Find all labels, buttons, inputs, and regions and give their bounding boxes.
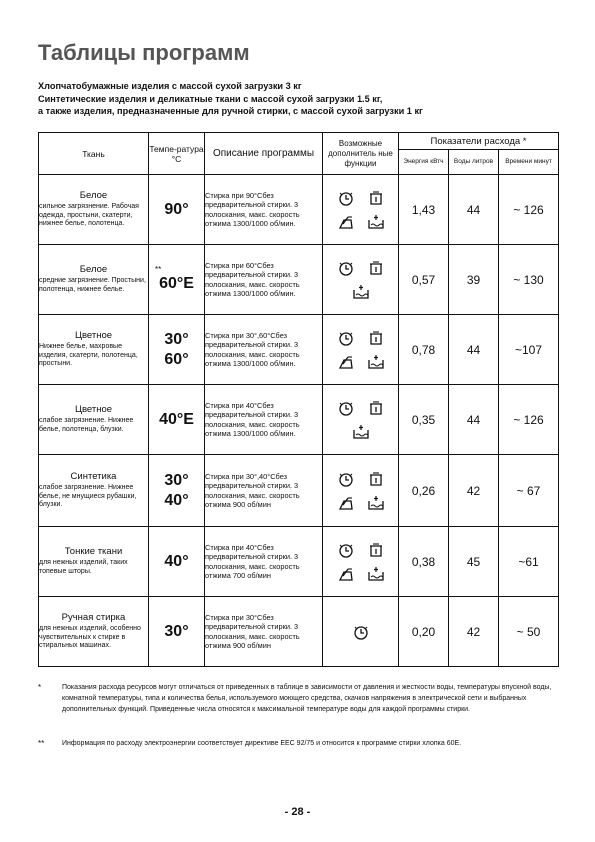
time-value: ~ 67 [499,455,559,527]
fabric-name: Цветное [74,330,113,342]
water-value: 44 [449,175,499,245]
fabric-cell [39,315,149,385]
extra-rinse-icon [367,214,385,230]
temperature-cell [149,315,205,385]
temperature-cell [149,175,205,245]
fabric-name: Цветное [74,404,113,416]
time-value: ~61 [499,527,559,597]
program-description: Стирка при 40°Сбез предварительной стирки. 3 полоскания, макс. скорость отжима 700 об/мин [205,527,323,597]
extra-rinse-icon [352,424,370,440]
temperature-value: 60° [164,350,189,368]
fabric-cell [39,597,149,667]
program-description: Стирка при 30°Сбез предварительной стирки. 3 полоскания, макс. скорость отжима 900 об/мин [205,597,323,667]
temperature-value: 30° [164,330,189,348]
program-row [39,455,559,527]
energy-value: 0,35 [399,385,449,455]
fabric-name: Белое [79,264,108,276]
program-row [39,385,559,455]
extra-functions-cell [323,315,399,385]
program-description: Стирка при 40°Сбез предварительной стирки. 3 полоскания, макс. скорость отжима 1300/1000 об/мин. [205,385,323,455]
prewash-clock-icon [337,400,355,416]
extra-functions-cell [323,455,399,527]
time-value: ~ 130 [499,245,559,315]
program-row [39,245,559,315]
fabric-name: Синтетика [70,471,117,483]
subtitle-line: а также изделия, предназначенные для ручной стирки, с массой сухой загрузки 1 кг [38,106,423,116]
footnote-2 [38,738,558,749]
footnote-text: Показания расхода ресурсов могут отличаться от приведенных в таблице в зависимости от давления и жесткости воды, температуры впускной воды, комнатной температуры, типа и количества белья, используемого моющего средства, скачков напряжения в электрической сети и выбранных дополнительных функций. Приведенные числа относятся к максимальной температуре воды для каждой программы стирки. [62,684,552,713]
easy-iron-icon [337,495,355,511]
prewash-clock-icon [337,471,355,487]
program-description: Стирка при 90°Сбез предварительной стирки. 3 полоскания, макс. скорость отжима 1300/1000 об/мин. [205,175,323,245]
energy-value: 0,20 [399,597,449,667]
water-value: 42 [449,597,499,667]
easy-iron-icon [337,566,355,582]
energy-value: 0,57 [399,245,449,315]
water-value: 39 [449,245,499,315]
program-row [39,597,559,667]
rinse-hold-icon [367,471,385,487]
subtitle-line: Синтетические изделия и деликатные ткани с массой сухой загрузки 1.5 кг, [38,93,383,104]
prewash-clock-icon [337,542,355,558]
header-temp: Темпе-ратура °С [149,133,205,175]
fabric-cell [39,527,149,597]
prewash-clock-icon [337,260,355,276]
footnote-star: ** [155,264,162,274]
program-row [39,315,559,385]
program-description: Стирка при 30°,40°Сбез предварительной стирки. 3 полоскания, макс. скорость отжима 900 об/мин [205,455,323,527]
program-row [39,175,559,245]
header-water: Воды литров [449,150,499,175]
load-subtitle [38,80,423,118]
header-fabric: Ткань [39,133,149,175]
water-value: 44 [449,315,499,385]
footnote-mark: ** [38,739,45,748]
footnote-1 [38,682,558,715]
time-value: ~ 50 [499,597,559,667]
extra-functions-cell [323,527,399,597]
fabric-detail: Нижнее белье, махровые изделия, скатерти, полотенца, простыни. [39,343,138,368]
program-description: Стирка при 30°,60°Сбез предварительной стирки. 3 полоскания, макс. скорость отжима 1300/1000 об/мин. [205,315,323,385]
temperature-cell [149,527,205,597]
extra-rinse-icon [367,566,385,582]
subtitle-line: Хлопчатобумажные изделия с массой сухой загрузки 3 кг [38,81,302,91]
energy-value: 0,38 [399,527,449,597]
prewash-clock-icon [337,190,355,206]
fabric-detail: для нежных изделий, особенно чувствительных к стирке в стиральных машинах. [39,625,141,650]
temperature-value: 30° [164,622,189,640]
temperature-cell [149,455,205,527]
extra-functions-cell [323,385,399,455]
water-value: 42 [449,455,499,527]
temperature-value: 40° [164,552,189,570]
fabric-name: Тонкие ткани [64,546,123,558]
header-desc: Описание программы [205,133,323,175]
fabric-name: Белое [79,190,108,202]
temperature-value: 90° [164,200,189,218]
temperature-cell [149,597,205,667]
fabric-detail: для нежных изделий, таких топевые шторы. [39,559,128,575]
program-table [38,132,559,667]
fabric-detail: сильное загрязнение. Рабочая одежда, простыни, скатерти, нижнее белье, полотенца. [39,203,139,228]
energy-value: 0,78 [399,315,449,385]
rinse-hold-icon [367,400,385,416]
extra-functions-cell [323,175,399,245]
time-value: ~ 126 [499,385,559,455]
extra-functions-cell [323,597,399,667]
easy-iron-icon [337,354,355,370]
extra-functions-cell [323,245,399,315]
rinse-hold-icon [367,330,385,346]
energy-value: 0,26 [399,455,449,527]
page-title: Таблицы программ [38,40,250,65]
extra-rinse-icon [352,284,370,300]
fabric-name: Ручная стирка [61,612,126,624]
rinse-hold-icon [367,190,385,206]
rinse-hold-icon [367,260,385,276]
header-energy: Энергия кВтч [399,150,449,175]
extra-rinse-icon [367,495,385,511]
temperature-value: 40°E [159,410,194,428]
fabric-detail: средние загрязнение. Простыни, полотенца, нижнее белье. [39,277,146,293]
extra-rinse-icon [367,354,385,370]
program-description: Стирка при 60°Сбез предварительной стирки. 3 полоскания, макс. скорость отжима 1300/1000 об/мин. [205,245,323,315]
fabric-cell [39,385,149,455]
temperature-cell [149,245,205,315]
page-number: - 28 - [284,806,311,818]
footnote-text: Информация по расходу электроэнергии соответствует директиве ЕЕС 92/75 и относится к программе стирки хлопка 60Е. [62,740,462,747]
prewash-clock-icon [352,624,370,640]
header-functions: Возможные дополнитель ные функции [323,133,399,175]
temperature-value: 40° [164,491,189,509]
water-value: 45 [449,527,499,597]
time-value: ~107 [499,315,559,385]
time-value: ~ 126 [499,175,559,245]
header-consumption: Показатели расхода * [399,133,559,150]
easy-iron-icon [337,214,355,230]
header-time: Времени минут [499,150,559,175]
energy-value: 1,43 [399,175,449,245]
temperature-value: 60°E [159,274,194,292]
fabric-cell [39,455,149,527]
water-value: 44 [449,385,499,455]
rinse-hold-icon [367,542,385,558]
fabric-detail: слабое загрязнение. Нижнее белье, полотенца, блузки. [39,417,134,433]
program-row [39,527,559,597]
temperature-cell [149,385,205,455]
prewash-clock-icon [337,330,355,346]
fabric-detail: слабое загрязнение. Нижнее белье, не мнущиеся рубашки, блузки. [39,484,137,509]
fabric-cell [39,245,149,315]
fabric-cell [39,175,149,245]
footnote-mark: * [38,683,42,692]
temperature-value: 30° [164,471,189,489]
